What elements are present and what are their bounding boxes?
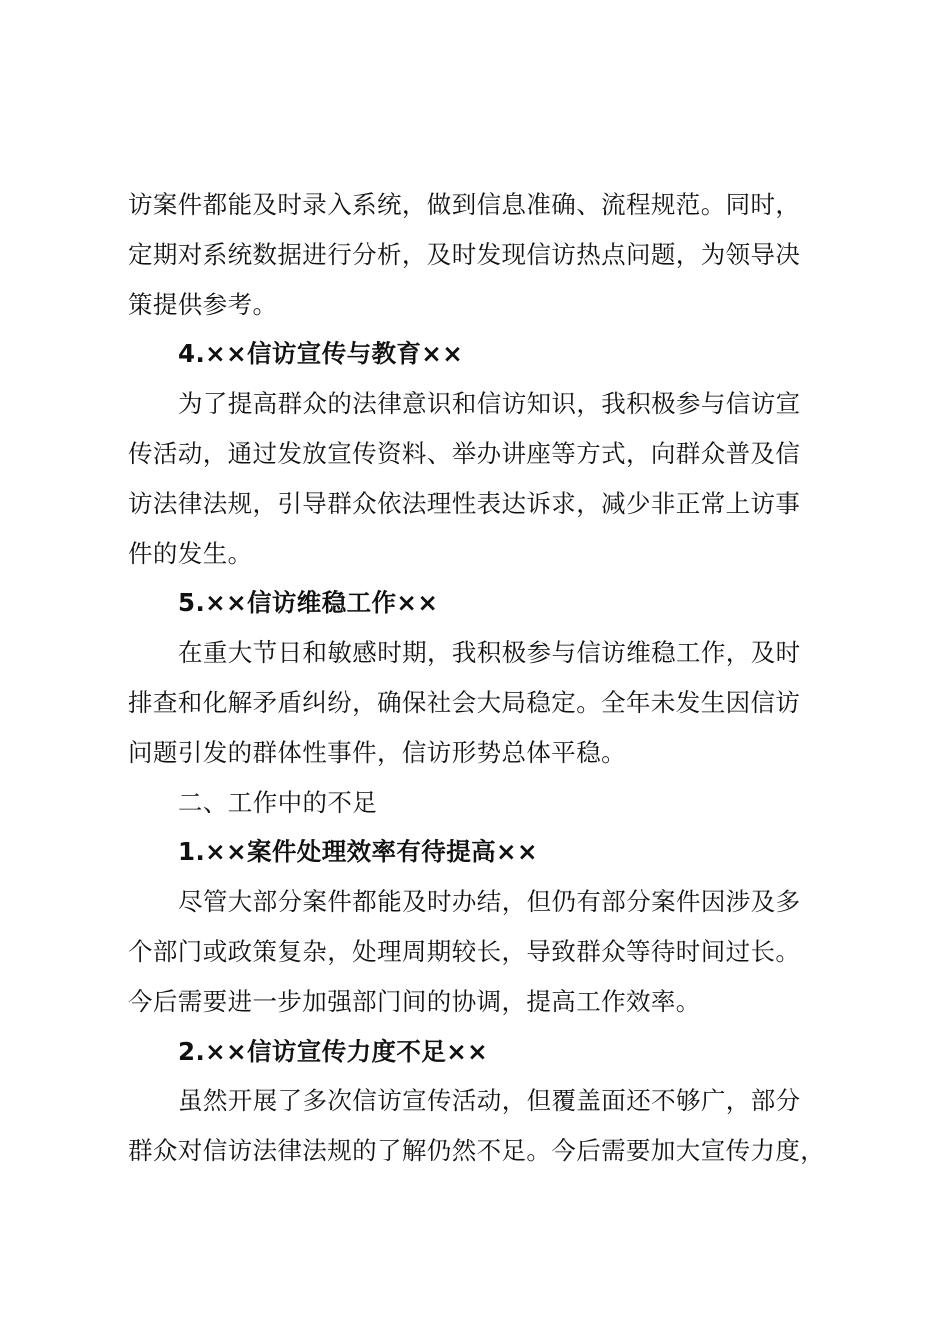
paragraph-first-line: 在重大节日和敏感时期，我积极参与信访维稳工作，及时 (178, 638, 801, 668)
body-line: 群众对信访法律法规的了解仍然不足。今后需要加大宣传力度， (128, 1136, 826, 1166)
section-heading: 2.××信访宣传力度不足×× (178, 1036, 489, 1066)
body-line: 定期对系统数据进行分析，及时发现信访热点问题，为领导决 (128, 239, 801, 269)
paragraph-first-line: 为了提高群众的法律意识和信访知识，我积极参与信访宣 (178, 389, 801, 419)
body-line: 今后需要进一步加强部门间的协调，提高工作效率。 (128, 986, 701, 1016)
section-heading: 4.××信访宣传与教育×× (178, 339, 464, 369)
chapter-heading: 二、工作中的不足 (178, 787, 378, 817)
document-page (128, 180, 848, 1176)
body-line: 个部门或政策复杂，处理周期较长，导致群众等待时间过长。 (128, 936, 801, 966)
section-heading: 5.××信访维稳工作×× (178, 588, 439, 618)
section-heading: 1.××案件处理效率有待提高×× (178, 837, 538, 867)
body-line: 问题引发的群体性事件，信访形势总体平稳。 (128, 737, 626, 767)
body-line: 排查和化解矛盾纠纷，确保社会大局稳定。全年未发生因信访 (128, 687, 801, 717)
body-line: 件的发生。 (128, 538, 253, 568)
paragraph-first-line: 虽然开展了多次信访宣传活动，但覆盖面还不够广，部分 (178, 1086, 801, 1116)
body-line: 策提供参考。 (128, 289, 278, 319)
body-line: 传活动，通过发放宣传资料、举办讲座等方式，向群众普及信 (128, 438, 801, 468)
body-line: 访案件都能及时录入系统，做到信息准确、流程规范。同时， (128, 190, 801, 219)
body-line: 访法律法规，引导群众依法理性表达诉求，减少非正常上访事 (128, 488, 801, 518)
paragraph-first-line: 尽管大部分案件都能及时办结，但仍有部分案件因涉及多 (178, 887, 801, 917)
